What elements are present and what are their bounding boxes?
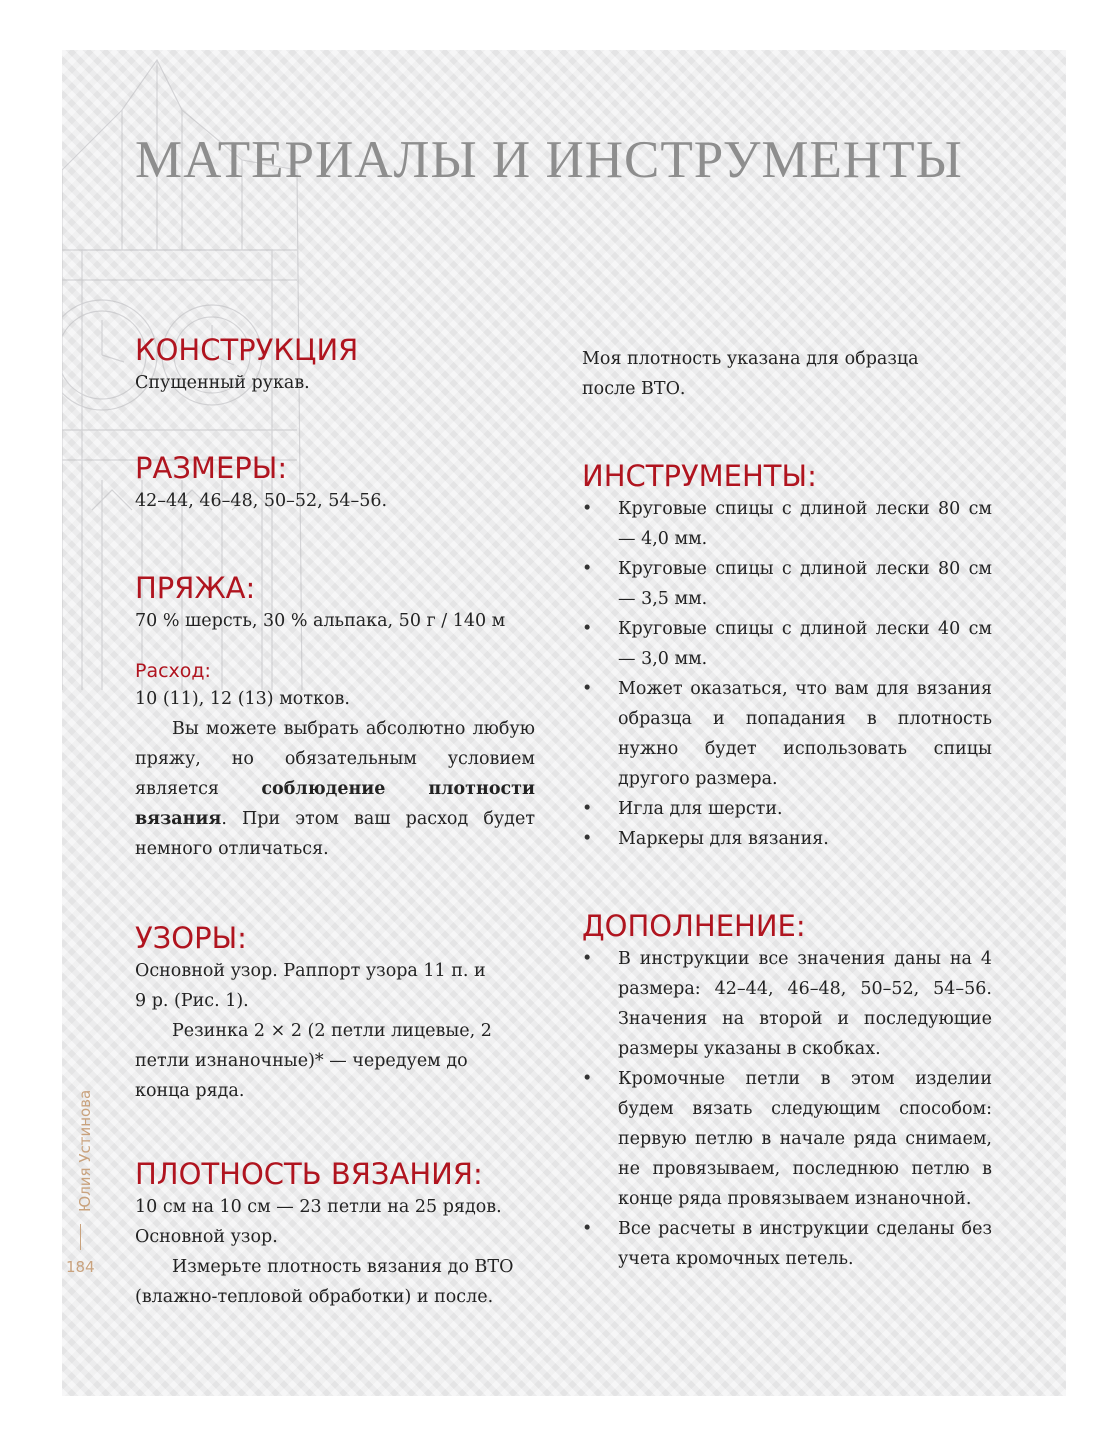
patterns-text-1: Основной узор. Раппорт узора 11 п. и 9 р. (Рис. 1). <box>135 961 486 1011</box>
list-item: • Круговые спицы с длиной лески 40 см — 3,0 мм. <box>582 614 992 674</box>
heading-sizes: РАЗМЕРЫ: <box>135 451 288 485</box>
heading-patterns: УЗОРЫ: <box>135 921 247 955</box>
section-yarn <box>135 570 535 864</box>
yarn-paragraph-end: . При этом ваш расход будет немного отличаться. <box>135 809 535 859</box>
right-column <box>582 344 992 1326</box>
footer-divider <box>80 1224 81 1250</box>
construction-text: Спущенный рукав. <box>135 373 310 393</box>
author-name: Юлия Устинова <box>76 1089 94 1212</box>
heading-addition: ДОПОЛНЕНИЕ: <box>582 909 806 943</box>
consumption-heading: Расход: <box>135 660 211 682</box>
density-continued-text: Моя плотность указана для образца после ВТО. <box>582 349 919 399</box>
section-density <box>135 1156 535 1312</box>
list-item: • Маркеры для вязания. <box>582 824 992 854</box>
tools-list <box>582 494 992 854</box>
section-construction <box>135 332 535 398</box>
density-text-2: Измерьте плотность вязания до ВТО (влажно-тепловой обработки) и после. <box>135 1257 514 1307</box>
consumption-text: 10 (11), 12 (13) мотков. <box>135 689 350 709</box>
sizes-text: 42–44, 46–48, 50–52, 54–56. <box>135 491 388 511</box>
yarn-paragraph-start: Вы можете выбрать абсолютно любую пряжу, но обязательным условием является <box>135 719 535 799</box>
list-item: • В инструкции все значения даны на 4 размера: 42–44, 46–48, 50–52, 54–56. Значения на второй и последующие размеры указаны в скобках. <box>582 944 992 1064</box>
heading-yarn: ПРЯЖА: <box>135 571 256 605</box>
list-item: • Может оказаться, что вам для вязания образца и попадания в плотность нужно будет использовать спицы другого размера. <box>582 674 992 794</box>
patterns-text-2: Резинка 2 × 2 (2 петли лицевые, 2 петли изнаночные)* — чередуем до конца ряда. <box>135 1021 492 1101</box>
yarn-text: 70 % шерсть, 30 % альпака, 50 г / 140 м <box>135 611 506 631</box>
list-item: • Игла для шерсти. <box>582 794 992 824</box>
yarn-paragraph <box>135 714 535 864</box>
section-addition <box>582 908 992 1274</box>
section-tools <box>582 458 992 854</box>
list-item: • Все расчеты в инструкции сделаны без учета кромочных петель. <box>582 1214 992 1274</box>
list-item: • Кромочные петли в этом изделии будем вязать следующим способом: первую петлю в начале ряда снимаем, не провязываем, последнюю петлю в конце ряда провязываем изнаночной. <box>582 1064 992 1214</box>
page-number: 184 <box>66 1258 95 1276</box>
heading-tools: ИНСТРУМЕНТЫ: <box>582 459 817 493</box>
list-item: • Круговые спицы с длиной лески 80 см — 3,5 мм. <box>582 554 992 614</box>
density-text-1: 10 см на 10 см — 23 петли на 25 рядов. Основной узор. <box>135 1197 502 1247</box>
left-column <box>135 332 535 1364</box>
yarn-paragraph-bold: соблюдение плотности вязания <box>135 779 535 829</box>
page-title: МАТЕРИАЛЫ И ИНСТРУМЕНТЫ <box>135 131 963 189</box>
section-patterns <box>135 920 535 1106</box>
heading-construction: КОНСТРУКЦИЯ <box>135 333 359 367</box>
addition-list <box>582 944 992 1274</box>
page <box>62 50 1066 1396</box>
heading-density: ПЛОТНОСТЬ ВЯЗАНИЯ: <box>135 1157 483 1191</box>
section-sizes <box>135 450 535 516</box>
list-item: • Круговые спицы с длиной лески 80 см — 4,0 мм. <box>582 494 992 554</box>
